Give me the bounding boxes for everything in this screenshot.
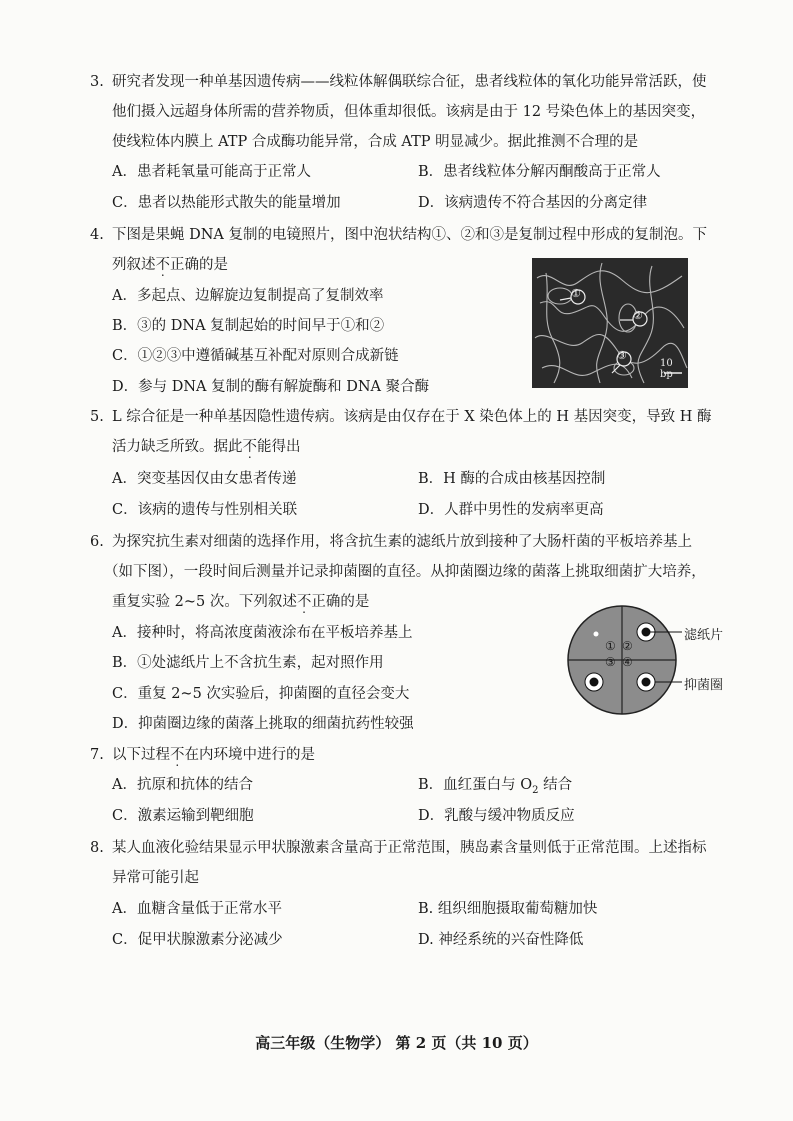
q8-option-b: B. 组织细胞摄取葡萄糖加快 <box>418 901 598 917</box>
q3-number: 3. <box>90 74 104 90</box>
label-inhibition-zone: 抑菌圈 <box>684 678 724 693</box>
q7-option-a: A．抗原和抗体的结合 <box>112 777 253 793</box>
q5-option-a: A．突变基因仅由女患者传递 <box>112 471 297 487</box>
q3-line-3: 使线粒体内膜上 ATP 合成酶功能异常，合成 ATP 明显减少。据此推测不合理的是 <box>112 134 639 150</box>
label-filter-paper: 滤纸片 <box>684 628 724 643</box>
q4-line-1: 4. 下图是果蝇 DNA 复制的电镜照片，图中泡状结构①、②和③是复制过程中形成的复制泡。下 <box>90 227 707 243</box>
q3-option-a: A．患者耗氧量可能高于正常人 <box>112 164 311 180</box>
q6-number: 6. <box>90 534 104 550</box>
paper-disk-1 <box>594 632 599 637</box>
q6-option-c: C．重复 2~5 次实验后，抑菌圈的直径会变大 <box>112 686 410 702</box>
micro-label-2: ② <box>633 309 643 322</box>
micro-label-3: ③ <box>617 349 627 362</box>
q8-option-c: C．促甲状腺激素分泌减少 <box>112 932 283 948</box>
page-footer: 高三年级（生物学） 第 2 页（共 10 页） <box>255 1034 538 1052</box>
q3-line-1: 3. 研究者发现一种单基因遗传病——线粒体解偶联综合征，患者线粒体的氧化功能异常活跃，使 <box>90 74 707 90</box>
q5-line-2: 活力缺乏所致。据此不能得出 <box>112 439 301 455</box>
dish-label-4: ④ <box>622 655 633 669</box>
micro-scale-bar: 10 bp <box>660 358 673 380</box>
q3-line-2: 他们摄入远超身体所需的营养物质，但体重却很低。该病是由于 12 号染色体上的基因突变， <box>112 104 706 120</box>
micro-label-1: ① <box>571 287 581 300</box>
q8-number: 8. <box>90 840 104 856</box>
q4-option-d: D．参与 DNA 复制的酶有解旋酶和 DNA 聚合酶 <box>112 379 430 395</box>
q4-number: 4. <box>90 227 104 243</box>
q8-line-1: 8. 某人血液化验结果显示甲状腺激素含量高于正常范围，胰岛素含量则低于正常范围。上述指标 <box>90 840 707 856</box>
q3-option-c: C．患者以热能形式散失的能量增加 <box>112 195 341 211</box>
q8-line-2: 异常可能引起 <box>112 870 199 886</box>
q5-option-b: B．H 酶的合成由核基因控制 <box>418 471 606 487</box>
q6-option-a: A．接种时，将高浓度菌液涂布在平板培养基上 <box>112 625 413 641</box>
q7-option-c: C．激素运输到靶细胞 <box>112 808 254 824</box>
q6-line-2: （如下图），一段时间后测量并记录抑菌圈的直径。从抑菌圈边缘的菌落上挑取细菌扩大培养， <box>104 564 706 580</box>
q5-line-1: 5. L 综合征是一种单基因隐性遗传病。该病是由仅存在于 X 染色体上的 H 基因突变，导致 H 酶 <box>90 409 712 425</box>
q4-option-b: B．③的 DNA 复制起始的时间早于①和② <box>112 318 385 334</box>
q6-option-b: B．①处滤纸片上不含抗生素，起对照作用 <box>112 655 384 671</box>
q7-option-d: D．乳酸与缓冲物质反应 <box>418 808 575 824</box>
q3-option-b: B．患者线粒体分解丙酮酸高于正常人 <box>418 164 661 180</box>
q4-option-c: C．①②③中遵循碱基互补配对原则合成新链 <box>112 348 399 364</box>
q8-option-d: D. 神经系统的兴奋性降低 <box>418 932 584 948</box>
dish-label-1: ① <box>605 639 616 653</box>
q6-line-3: 重复实验 2~5 次。下列叙述不正确的是 <box>112 594 370 610</box>
q6-line-1: 6. 为探究抗生素对细菌的选择作用，将含抗生素的滤纸片放到接种了大肠杆菌的平板培养基上 <box>90 534 692 550</box>
dish-label-3: ③ <box>605 655 616 669</box>
q5-option-d: D．人群中男性的发病率更高 <box>418 502 604 518</box>
q5-option-c: C．该病的遗传与性别相关联 <box>112 502 298 518</box>
q8-option-a: A．血糖含量低于正常水平 <box>112 901 282 917</box>
q4-option-a: A．多起点、边解旋边复制提高了复制效率 <box>112 288 384 304</box>
q3-option-d: D．该病遗传不符合基因的分离定律 <box>418 195 648 211</box>
q7-line-1: 7. 以下过程不在内环境中进行的是 <box>90 747 315 763</box>
dish-label-2: ② <box>622 639 633 653</box>
dna-micrograph <box>532 258 688 388</box>
q7-option-b: B．血红蛋白与 $O_2$ 结合 <box>418 777 573 796</box>
q7-number: 7. <box>90 747 104 763</box>
q6-option-d: D．抑菌圈边缘的菌落上挑取的细菌抗药性较强 <box>112 716 414 732</box>
q5-number: 5. <box>90 409 104 425</box>
q4-line-2: 列叙述不正确的是 <box>112 257 228 273</box>
petri-dish-figure <box>566 604 762 716</box>
petri-dish-drawing <box>566 604 762 716</box>
